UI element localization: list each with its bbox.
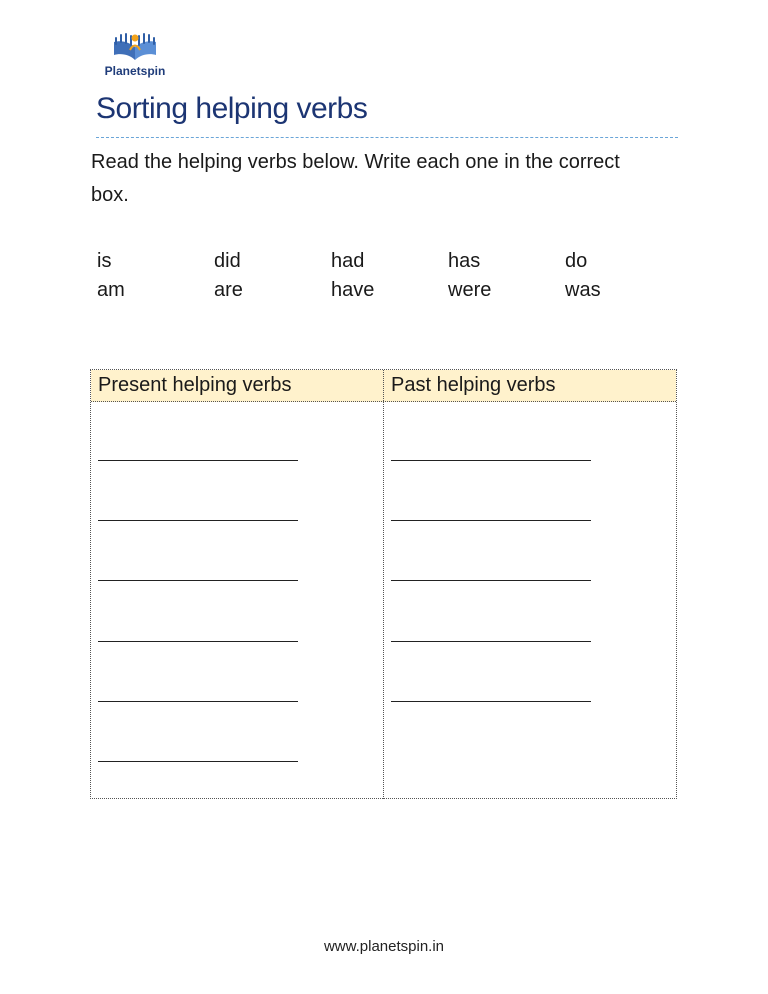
word-bank-item: had — [331, 250, 365, 272]
answer-blank-line[interactable] — [98, 641, 298, 642]
word-bank-item: were — [448, 279, 492, 301]
word-bank-item: has — [448, 250, 481, 272]
table-header-row — [91, 370, 676, 402]
word-bank — [97, 248, 682, 306]
present-answer-column — [91, 402, 384, 799]
answer-blank-line[interactable] — [391, 460, 591, 461]
open-book-logo-icon — [112, 32, 158, 62]
logo-text: Planetspin — [104, 64, 166, 78]
title-divider — [96, 137, 678, 138]
answer-blank-line[interactable] — [391, 641, 591, 642]
answer-blank-line[interactable] — [98, 580, 298, 581]
instructions-text: Read the helping verbs below. Write each one in the correct box. — [91, 151, 620, 206]
word-bank-item: am — [97, 279, 125, 301]
sorting-table — [90, 369, 677, 799]
table-body-row — [91, 402, 676, 799]
worksheet-title: Sorting helping verbs — [96, 92, 368, 125]
past-answer-column — [384, 402, 676, 799]
word-bank-item: are — [214, 279, 243, 301]
answer-blank-line[interactable] — [98, 701, 298, 702]
answer-blank-line[interactable] — [391, 580, 591, 581]
answer-blank-line[interactable] — [391, 520, 591, 521]
footer-url: www.planetspin.in — [323, 938, 445, 955]
present-column-header: Present helping verbs — [91, 370, 384, 401]
planetspin-logo — [97, 32, 173, 78]
answer-blank-line[interactable] — [98, 761, 298, 762]
past-column-header: Past helping verbs — [391, 374, 556, 396]
word-bank-item: is — [97, 250, 112, 272]
word-bank-item: have — [331, 279, 375, 301]
word-bank-item: did — [214, 250, 241, 272]
word-bank-item: do — [565, 250, 588, 272]
answer-blank-line[interactable] — [98, 460, 298, 461]
word-bank-item: was — [565, 279, 601, 301]
answer-blank-line[interactable] — [98, 520, 298, 521]
answer-blank-line[interactable] — [391, 701, 591, 702]
